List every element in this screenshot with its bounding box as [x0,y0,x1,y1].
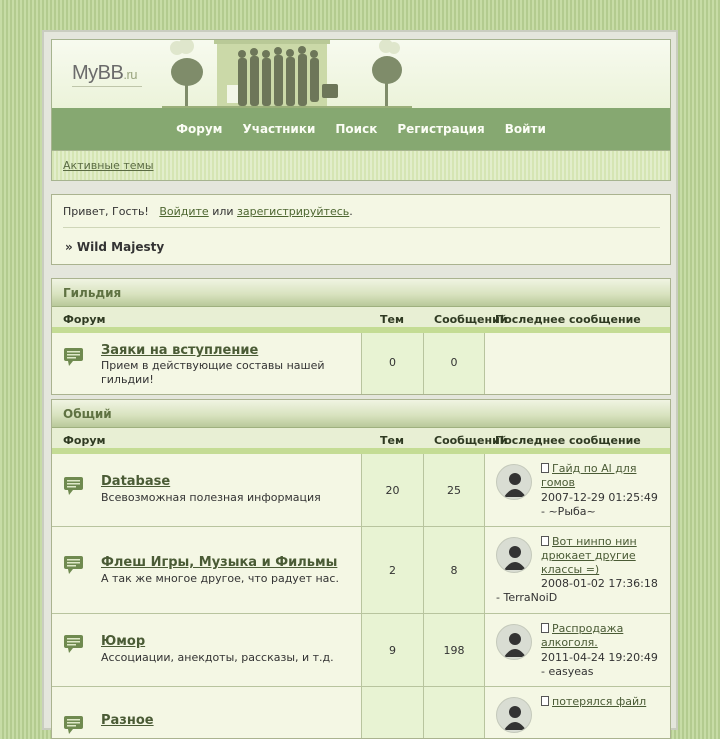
posts-count: 198 [443,644,465,657]
topics-cell [362,687,424,739]
forum-description: Прием в действующие составы нашей гильдии! [101,359,325,386]
col-posts: Сообщений [434,434,508,447]
column-headers [52,307,670,333]
breadcrumb[interactable]: » Wild Majesty [65,240,165,254]
last-post-cell [485,687,670,739]
forum-read-icon [63,634,85,654]
posts-cell [424,527,485,613]
posts-cell [424,687,485,739]
last-post-cell [485,614,670,686]
forum-title[interactable]: Флеш Игры, Музыка и Фильмы [101,555,338,570]
column-headers [52,428,670,454]
forum-description: Всевозможная полезная информация [101,491,321,504]
user-avatar[interactable] [496,464,532,500]
col-last-post: Последнее сообщение [495,313,641,326]
forum-cell [52,454,362,526]
topics-cell [362,527,424,613]
forum-row [52,454,670,527]
forum-cell [52,527,362,613]
col-posts: Сообщений [434,313,508,326]
col-forum: Форум [63,434,106,447]
main-nav [52,108,670,150]
posts-count: 8 [450,564,458,577]
welcome-box [51,194,671,265]
or-text: или [212,205,234,218]
posts-cell [424,614,485,686]
page-wrapper [42,30,678,730]
forum-title[interactable]: Юмор [101,634,146,649]
col-forum: Форум [63,313,106,326]
forum-cell [52,333,362,394]
nav-search[interactable]: Поиск [335,122,378,136]
last-post-date: 2011-04-24 19:20:49 [541,651,658,664]
last-post-author[interactable]: - TerraNoiD [496,591,558,604]
topics-count: 9 [389,644,396,657]
posts-count: 0 [450,356,458,369]
last-post-cell [485,333,670,394]
document-icon [541,696,549,706]
banner-illustration [162,40,412,110]
nav-login[interactable]: Войти [504,122,546,136]
site-logo[interactable]: MyBB.ru [72,62,138,84]
forum-description: А так же многое другое, что радует нас. [101,572,339,585]
topics-count: 20 [385,484,400,497]
header-banner [51,39,671,151]
category-guild [51,278,671,395]
forum-read-icon [63,715,85,735]
document-icon [541,536,549,546]
active-topics-link[interactable]: Активные темы [63,159,154,172]
forum-title[interactable]: Разное [101,713,154,728]
last-post-cell [485,454,670,526]
posts-count: 25 [447,484,461,497]
topics-cell [362,333,424,394]
document-icon [541,623,549,633]
col-topics: Тем [380,313,404,326]
topics-count: 0 [389,356,396,369]
last-post-author[interactable]: - ~Рыба~ [541,505,596,518]
divider [63,227,660,228]
forum-title[interactable]: Database [101,474,171,489]
forum-read-icon [63,347,85,367]
posts-cell [424,333,485,394]
greeting-text: Привет, Гость! [63,205,149,218]
category-general [51,399,671,739]
forum-title[interactable]: Заяки на вступление [101,343,259,358]
user-avatar[interactable] [496,537,532,573]
nav-members[interactable]: Участники [242,122,316,136]
posts-cell [424,454,485,526]
user-avatar[interactable] [496,697,532,733]
welcome-line: Привет, Гость! Войдите или зарегистрируйтесь. [63,205,353,218]
last-post-cell [485,527,670,613]
topics-cell [362,614,424,686]
sub-navbar [51,151,671,181]
forum-row [52,687,670,739]
last-post-date: 2008-01-02 17:36:18 [541,577,658,590]
register-link[interactable]: зарегистрируйтесь [237,205,350,218]
logo-underline [72,86,142,87]
user-avatar[interactable] [496,624,532,660]
forum-row [52,614,670,687]
forum-cell [52,614,362,686]
last-post-author[interactable]: - easyeas [541,665,594,678]
last-post-link[interactable]: Распродажа алкоголя. [541,622,624,649]
topics-count: 2 [389,564,396,577]
forum-row [52,527,670,614]
last-post-date: 2007-12-29 01:25:49 [541,491,658,504]
forum-read-icon [63,476,85,496]
col-last-post: Последнее сообщение [495,434,641,447]
nav-register[interactable]: Регистрация [397,122,485,136]
nav-forum[interactable]: Форум [176,122,223,136]
login-link[interactable]: Войдите [159,205,209,218]
topics-cell [362,454,424,526]
forum-description: Ассоциации, анекдоты, рассказы, и т.д. [101,651,334,664]
last-post-link[interactable]: Гайд по Al для гомов [541,462,637,489]
forum-read-icon [63,555,85,575]
forum-cell [52,687,362,739]
col-topics: Тем [380,434,404,447]
last-post-link[interactable]: Вот нинпо нин дрюкает другие классы =) [541,535,637,576]
forum-row [52,333,670,394]
document-icon [541,463,549,473]
category-title: Общий [52,400,670,428]
last-post-link[interactable]: потерялся файл [541,695,659,709]
category-title: Гильдия [52,279,670,307]
